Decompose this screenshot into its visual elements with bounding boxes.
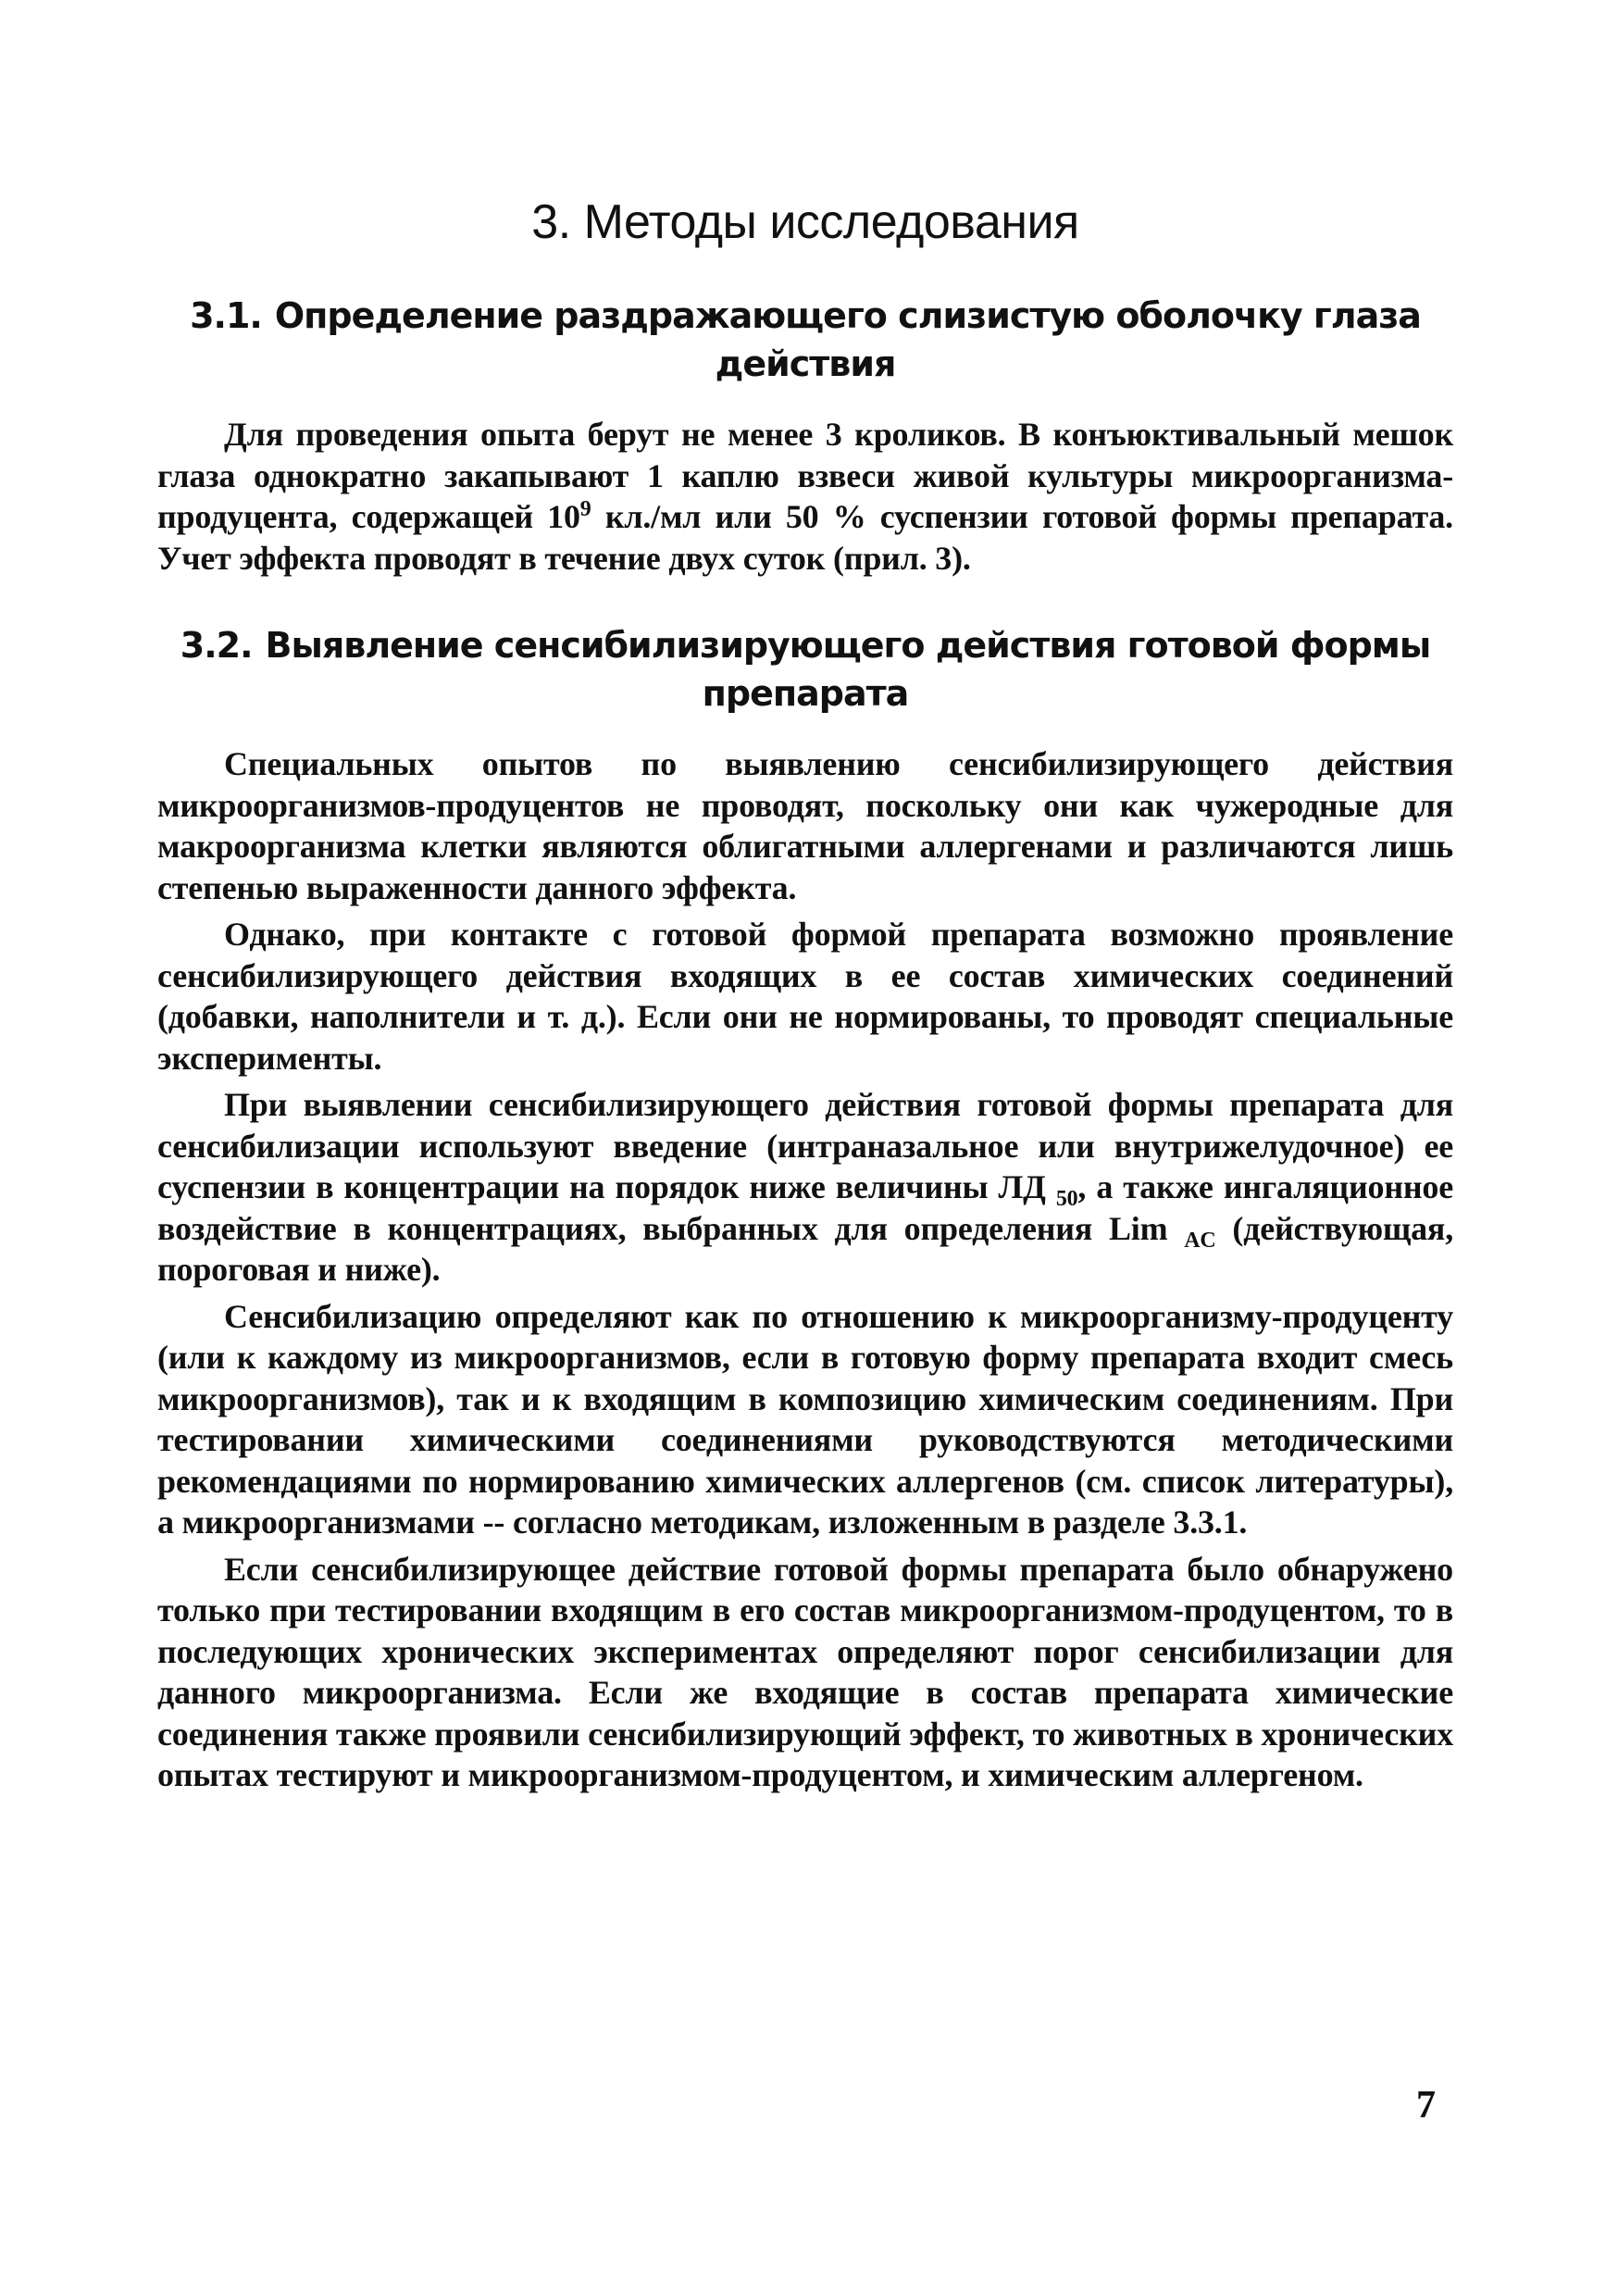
exponent-superscript: 9 xyxy=(579,497,591,521)
paragraph-text: кл./мл или 50 % суспензии готовой формы препарата. Учет эффекта проводят в течение двух суток (прил. 3). xyxy=(157,498,1453,577)
section-3-1-number: 3.1. xyxy=(190,295,262,336)
paragraph-text: При выявлении сенсибилизирующего действия готовой формы препарата для сенсибилизации используют введение (интраназальное или внутрижелудочное) ее суспензии в концентрации на порядок ниже величины ЛД xyxy=(157,1086,1453,1205)
section-3-2-heading xyxy=(157,621,1453,718)
section-3-2-paragraph-4: Сенсибилизацию определяют как по отношению к микроорганизму-продуценту (или к каждому из микроорганизмов, если в готовую форму препарата входит смесь микроорганизмов), так и к входящим в композицию химическим соединениям. При тестировании химическими соединениями руководствуются методическими рекомендациями по нормированию химических аллергенов (см. список литературы), а микроорганизмами -- согласно методикам, изложенным в разделе 3.3.1. xyxy=(157,1297,1453,1541)
section-3-2-paragraph-5: Если сенсибилизирующее действие готовой формы препарата было обнаружено только при тестировании входящим в его состав микроорганизмом-продуцентом, то в последующих хронических экспериментах определяют порог сенсибилизации для данного микроорганизма. Если же входящие в состав препарата химические соединения также проявили сенсибилизирующий эффект, то животных в хронических опытах тестируют и микроорганизмом-продуцентом, и химическим аллергеном. xyxy=(157,1550,1453,1793)
section-3-1-heading xyxy=(157,292,1453,388)
page-number: 7 xyxy=(1416,2084,1436,2127)
ld-subscript: 50 xyxy=(1055,1187,1078,1212)
paragraph-text: Для проведения опыта берут не менее 3 кроликов. В конъюктивальный мешок глаза однократно закапывают 1 каплю взвеси живой культуры микроорганизма-продуцента, содержащей 10 xyxy=(157,416,1453,535)
section-3-2-paragraph-2: Однако, при контакте с готовой формой препарата возможно проявление сенсибилизирующего действия входящих в ее состав химических соединений (добавки, наполнители и т. д.). Если они не нормированы, то проводят специальные эксперименты. xyxy=(157,916,1453,1077)
section-3-2-number: 3.2. xyxy=(180,625,253,666)
document-page xyxy=(157,176,1453,1796)
section-3-1-paragraph xyxy=(157,414,1453,579)
section-3-1-title: Определение раздражающего слизистую оболочку глаза действия xyxy=(274,295,1421,384)
section-3-2-paragraph-3 xyxy=(157,1084,1453,1291)
paragraph-text: , а также ингаляционное воздействие в концентрациях, выбранных для определения Lim xyxy=(157,1168,1453,1247)
lim-subscript: AC xyxy=(1184,1228,1216,1253)
chapter-title: 3. Методы исследования xyxy=(531,195,1079,249)
paragraph-text: (действующая, пороговая и ниже). xyxy=(157,1209,1453,1288)
section-3-2-title: Выявление сенсибилизирующего действия готовой формы препарата xyxy=(265,625,1431,714)
section-3-2-paragraph-1: Специальных опытов по выявлению сенсибилизирующего действия микроорганизмов-продуцентов не проводят, поскольку они как чужеродные для макроорганизма клетки являются облигатными аллергенами и различаются лишь степенью выраженности данного эффекта. xyxy=(157,745,1453,906)
